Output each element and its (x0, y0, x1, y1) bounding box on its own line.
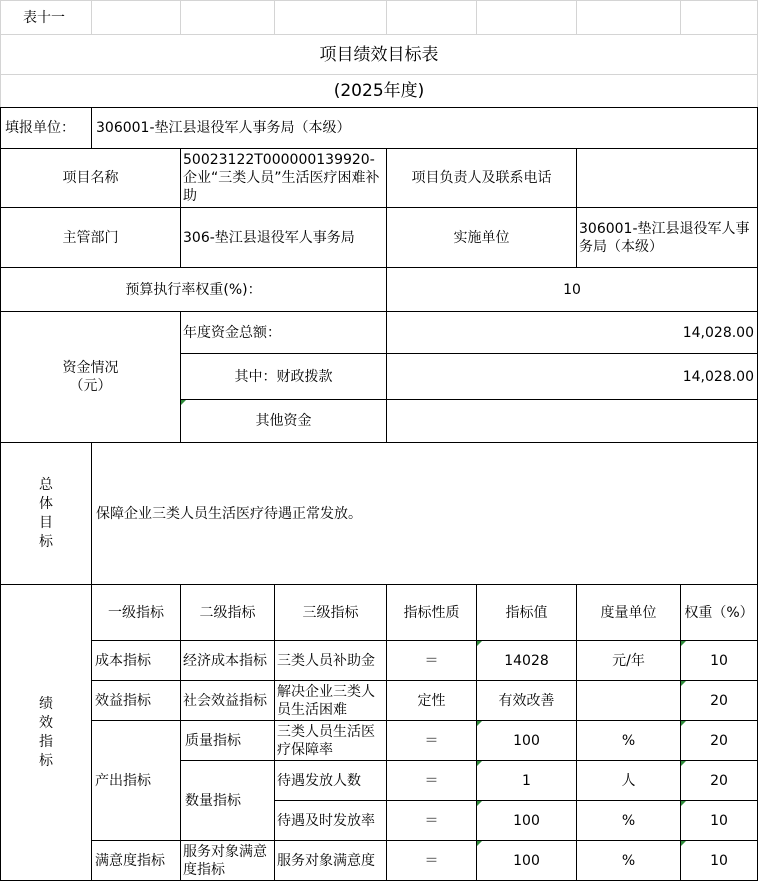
fund-fiscal-value: 14,028.00 (386, 353, 758, 400)
header-unit: 度量单位 (576, 584, 681, 641)
goal-label (0, 442, 92, 585)
sheet-label: 表十一 (0, 0, 92, 35)
indicator-weight: 10 (680, 640, 758, 681)
indicator-l1: 效益指标 (91, 680, 181, 721)
indicator-unit: % (576, 720, 681, 761)
indicator-l2: 质量指标 (180, 720, 275, 761)
year-label: (2025年度) (0, 74, 758, 108)
header-weight: 权重（%） (680, 584, 758, 641)
indicator-l3: 待遇发放人数 (274, 760, 387, 801)
fund-total-value: 14,028.00 (386, 311, 758, 354)
indicator-nature: 定性 (386, 680, 477, 721)
indicator-unit: % (576, 800, 681, 841)
indicator-l2: 社会效益指标 (180, 680, 275, 721)
indicator-value: 有效改善 (476, 680, 577, 721)
indicator-weight: 20 (680, 680, 758, 721)
goal-value: 保障企业三类人员生活医疗待遇正常发放。 (91, 442, 758, 585)
header-nature: 指标性质 (386, 584, 477, 641)
indicator-l2: 服务对象满意度指标 (180, 840, 275, 881)
indicator-unit: % (576, 840, 681, 881)
indicator-l1: 产出指标 (91, 720, 181, 841)
project-name-value: 50023122T000000139920-企业“三类人员”生活医疗困难补助 (180, 148, 387, 208)
perf-label (0, 584, 92, 881)
indicator-l3: 待遇及时发放率 (274, 800, 387, 841)
indicator-weight: 10 (680, 800, 758, 841)
header-value: 指标值 (476, 584, 577, 641)
indicator-l2: 数量指标 (180, 760, 275, 841)
indicator-l1: 满意度指标 (91, 840, 181, 881)
header-l3: 三级指标 (274, 584, 387, 641)
empty-cell (680, 0, 758, 35)
indicator-weight: 20 (680, 760, 758, 801)
project-name-label: 项目名称 (0, 148, 181, 208)
fund-label (0, 311, 181, 443)
indicator-l3: 三类人员生活医疗保障率 (274, 720, 387, 761)
unit-value: 306001-垫江县退役军人事务局（本级） (91, 107, 758, 149)
budget-weight-value: 10 (386, 267, 758, 312)
indicator-value: 14028 (476, 640, 577, 681)
indicator-unit (576, 680, 681, 721)
indicator-weight: 10 (680, 840, 758, 881)
indicator-l3: 服务对象满意度 (274, 840, 387, 881)
fund-label-text: 资金情况（元） (62, 360, 119, 394)
indicator-nature: ＝ (386, 640, 477, 681)
indicator-nature: ＝ (386, 760, 477, 801)
indicator-l3: 解决企业三类人员生活困难 (274, 680, 387, 721)
empty-cell (576, 0, 681, 35)
unit-label: 填报单位： (0, 107, 92, 149)
fund-fiscal-label: 其中：财政拨款 (180, 353, 387, 400)
indicator-unit: 元/年 (576, 640, 681, 681)
fund-other-value (386, 399, 758, 443)
indicator-l1: 成本指标 (91, 640, 181, 681)
indicator-l2: 经济成本指标 (180, 640, 275, 681)
indicator-unit: 人 (576, 760, 681, 801)
indicator-nature: ＝ (386, 840, 477, 881)
perf-label-text: 绩效指标 (39, 695, 53, 769)
page-title: 项目绩效目标表 (0, 34, 758, 75)
budget-weight-label: 预算执行率权重(%)： (0, 267, 387, 312)
indicator-nature: ＝ (386, 720, 477, 761)
indicator-nature: ＝ (386, 800, 477, 841)
manager-label: 项目负责人及联系电话 (386, 148, 577, 208)
empty-cell (274, 0, 387, 35)
impl-value: 306001-垫江县退役军人事务局（本级） (576, 207, 758, 268)
fund-other-label: 其他资金 (180, 399, 387, 443)
indicator-value: 1 (476, 760, 577, 801)
indicator-value: 100 (476, 840, 577, 881)
impl-label: 实施单位 (386, 207, 577, 268)
indicator-l3: 三类人员补助金 (274, 640, 387, 681)
fund-total-label: 年度资金总额： (180, 311, 387, 354)
dept-value: 306-垫江县退役军人事务局 (180, 207, 387, 268)
empty-cell (180, 0, 275, 35)
empty-cell (91, 0, 181, 35)
indicator-value: 100 (476, 720, 577, 761)
empty-cell (476, 0, 577, 35)
goal-label-text: 总体目标 (39, 476, 53, 550)
indicator-value: 100 (476, 800, 577, 841)
empty-cell (386, 0, 477, 35)
manager-value (576, 148, 758, 208)
header-l2: 二级指标 (180, 584, 275, 641)
indicator-weight: 20 (680, 720, 758, 761)
header-l1: 一级指标 (91, 584, 181, 641)
dept-label: 主管部门 (0, 207, 181, 268)
